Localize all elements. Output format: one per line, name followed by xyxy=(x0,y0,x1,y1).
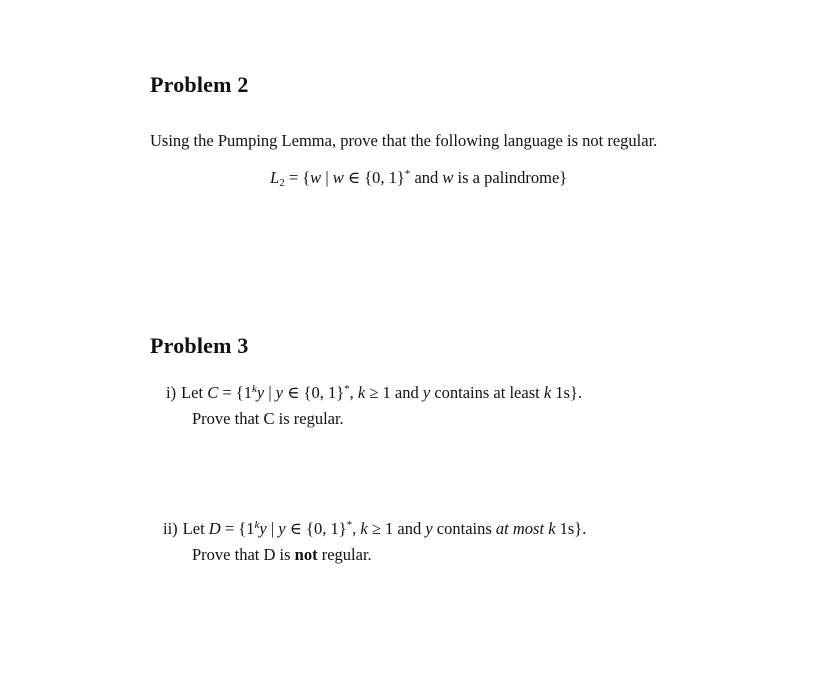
part-ii-end: 1s}. xyxy=(555,519,587,538)
part-ii-comma: , xyxy=(352,519,361,538)
part-ii-cond: ≥ 1 and xyxy=(367,519,426,538)
problem-3-part-ii-statement xyxy=(163,519,586,539)
part-i-let: Let xyxy=(181,383,208,402)
formula-eq: = { xyxy=(284,168,311,187)
part-i-k2: k xyxy=(543,383,552,402)
part-ii-y1: y xyxy=(259,519,267,538)
part-ii-y3: y xyxy=(425,519,433,538)
problem-3-part-i-prove: Prove that C is regular. xyxy=(192,409,344,428)
part-i-y1: y xyxy=(256,383,265,402)
part-ii-exp: k xyxy=(254,519,260,531)
part-i-k: k xyxy=(357,383,366,402)
formula-lhs-var: L xyxy=(270,168,280,187)
part-ii-let: Let xyxy=(182,519,209,538)
part-i-y2: y xyxy=(275,383,284,402)
part-ii-at-most: at most xyxy=(495,519,545,538)
part-ii-label: ii) xyxy=(163,519,178,538)
part-ii-contains: contains xyxy=(432,519,496,538)
part-ii-star: * xyxy=(346,519,353,531)
part-ii-eq: = {1 xyxy=(220,519,255,538)
part-i-end: 1s}. xyxy=(551,383,582,402)
part-i-star: * xyxy=(344,383,350,395)
formula-and: and xyxy=(410,168,443,187)
problem-2-heading: Problem 2 xyxy=(150,72,249,97)
part-ii-bar: | xyxy=(266,519,279,538)
part-ii-k2: k xyxy=(548,519,556,538)
part-i-label: i) xyxy=(166,383,177,402)
formula-w3: w xyxy=(442,168,454,187)
problem-2-formula xyxy=(270,168,567,188)
problem-2-intro: Using the Pumping Lemma, prove that the following language is not regular. xyxy=(150,131,658,150)
formula-star: * xyxy=(404,168,411,180)
formula-elem: ∈ {0, 1} xyxy=(343,168,405,187)
part-ii-prove-pre: Prove that D is xyxy=(192,545,295,564)
part-i-exp: k xyxy=(251,383,257,395)
formula-w1: w xyxy=(310,168,322,187)
formula-bar: | xyxy=(321,168,333,187)
part-i-comma: , xyxy=(349,383,358,402)
part-i-eq: = {1 xyxy=(218,383,252,402)
problem-3-part-i-statement xyxy=(166,383,582,403)
part-i-contains: contains at least xyxy=(430,383,544,402)
part-ii-set: ∈ {0, 1} xyxy=(285,519,347,538)
part-i-set: ∈ {0, 1} xyxy=(283,383,345,402)
formula-w2: w xyxy=(332,168,344,187)
part-i-var: C xyxy=(207,383,219,402)
part-ii-var: D xyxy=(208,519,221,538)
part-i-bar: | xyxy=(264,383,276,402)
formula-tail: is a palindrome} xyxy=(453,168,568,187)
part-ii-y2: y xyxy=(278,519,286,538)
part-ii-prove-post: regular. xyxy=(317,545,372,564)
part-i-y3: y xyxy=(422,383,431,402)
part-ii-k: k xyxy=(360,519,368,538)
problem-3-heading: Problem 3 xyxy=(150,333,249,358)
part-ii-prove-bold: not xyxy=(294,545,318,564)
formula-lhs-sub: 2 xyxy=(279,177,285,189)
part-i-cond: ≥ 1 and xyxy=(365,383,423,402)
problem-3-part-ii-prove xyxy=(192,545,372,565)
